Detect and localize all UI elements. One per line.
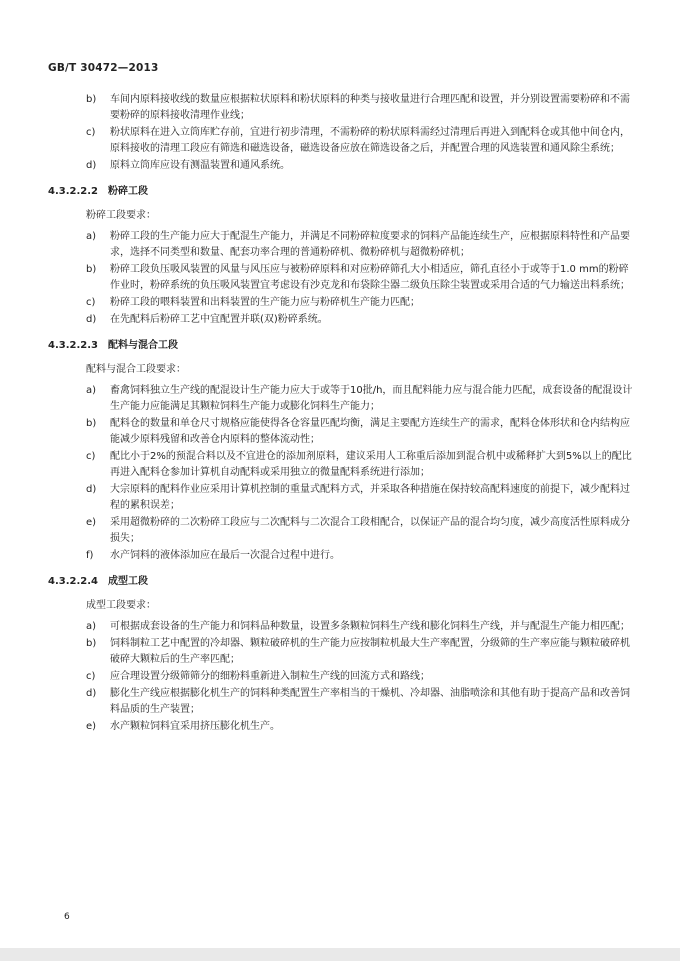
list-item — [48, 449, 638, 481]
list-item — [48, 636, 638, 668]
list-text: 可根据成套设备的生产能力和饲料品种数量，设置多条颗粒饲料生产线和膨化饲料生产线，并与配混生产能力相匹配； — [110, 621, 630, 632]
list-text: 配比小于2%的预混合料以及不宜进仓的添加剂原料，建议采用人工称重后添加到混合机中或稀释扩大到5%以上的配比再进入配料仓参加计算机自动配料或采用独立的微量配料系统进行添加； — [110, 451, 632, 478]
section-intro: 粉碎工段要求： — [86, 210, 156, 221]
list-marker: b) — [86, 638, 97, 649]
list-marker: c) — [86, 451, 96, 462]
list-marker: b) — [86, 264, 97, 275]
list-marker: b) — [86, 418, 97, 429]
list-item — [48, 482, 638, 514]
list-marker: a) — [86, 621, 97, 632]
list-marker: a) — [86, 231, 97, 242]
section-title: 配料与混合工段 — [108, 340, 178, 351]
list-item — [48, 686, 638, 718]
list-marker: c) — [86, 297, 96, 308]
section-number: 4.3.2.2.3 — [48, 340, 98, 351]
list-text: 膨化生产线应根据膨化机生产的饲料种类配置生产率相当的干燥机、冷却器、油脂喷涂和其他有助于提高产品和改善饲料品质的生产装置； — [110, 688, 630, 715]
block1-list — [48, 92, 638, 174]
list-item — [48, 229, 638, 261]
list-text: 粉碎工段的喂料装置和出料装置的生产能力应与粉碎机生产能力匹配； — [110, 297, 420, 308]
section-heading-batching-mixing — [48, 338, 638, 354]
list-marker: c) — [86, 127, 96, 138]
list-marker: d) — [86, 160, 97, 171]
list-text: 大宗原料的配料作业应采用计算机控制的重量式配料方式，并采取各种措施在保持较高配料速度的前提下，减少配料过程的累积误差； — [110, 484, 630, 511]
section-title: 粉碎工段 — [108, 186, 148, 197]
page-content — [48, 92, 638, 736]
list-text: 粉碎工段负压吸风装置的风量与风压应与被粉碎原料和对应粉碎筛孔大小相适应，筛孔直径小于或等于1.0 mm的粉碎作业时，粉碎系统的负压吸风装置宜考虑设有沙克龙和布袋除尘器二级负压除尘装置或采用合适的气力输送出料系统； — [110, 264, 630, 291]
list-marker: d) — [86, 484, 97, 495]
section-number: 4.3.2.2.2 — [48, 186, 98, 197]
list-item — [48, 669, 638, 685]
list-marker: e) — [86, 517, 97, 528]
list-item — [48, 383, 638, 415]
page-number: 6 — [64, 912, 70, 922]
section-heading-crushing — [48, 184, 638, 200]
list-marker: e) — [86, 721, 97, 732]
list-item — [48, 312, 638, 328]
list-item — [48, 92, 638, 124]
section-intro: 配料与混合工段要求： — [86, 364, 186, 375]
footer-band — [0, 948, 680, 961]
section1-list — [48, 229, 638, 328]
section-title: 成型工段 — [108, 576, 148, 587]
list-item — [48, 125, 638, 157]
list-marker: f) — [86, 550, 94, 561]
list-item — [48, 295, 638, 311]
list-text: 饲料制粒工艺中配置的冷却器、颗粒破碎机的生产能力应按制粒机最大生产率配置，分级筛的生产率应能与颗粒破碎机破碎大颗粒后的生产率匹配； — [110, 638, 630, 665]
section-heading-forming — [48, 574, 638, 590]
list-item — [48, 619, 638, 635]
list-text: 水产颗粒饲料宜采用挤压膨化机生产。 — [110, 721, 280, 732]
list-marker: d) — [86, 688, 97, 699]
list-text: 原料立筒库应设有测温装置和通风系统。 — [110, 160, 290, 171]
list-text: 粉状原料在进入立筒库贮存前，宜进行初步清理，不需粉碎的粉状原料需经过清理后再进入到配料仓或其他中间仓内，原料接收的清理工段应有筛选和磁选设备，磁选设备应放在筛选设备之后，并配置合理的风选装置和通风除尘系统； — [110, 127, 630, 154]
list-item — [48, 515, 638, 547]
section2-list — [48, 383, 638, 564]
list-text: 应合理设置分级筛筛分的细粉料重新进入制粒生产线的回流方式和路线； — [110, 671, 430, 682]
list-text: 在先配料后粉碎工艺中宜配置并联(双)粉碎系统。 — [110, 314, 328, 325]
list-marker: a) — [86, 385, 97, 396]
list-item — [48, 416, 638, 448]
list-item — [48, 262, 638, 294]
list-text: 配料仓的数量和单仓尺寸规格应能使得各仓容量匹配均衡，满足主要配方连续生产的需求，配料仓体形状和仓内结构应能减少原料残留和改善仓内原料的整体流动性； — [110, 418, 630, 445]
section-number: 4.3.2.2.4 — [48, 576, 98, 587]
list-item — [48, 548, 638, 564]
list-marker: c) — [86, 671, 96, 682]
list-item — [48, 719, 638, 735]
list-text: 水产饲料的液体添加应在最后一次混合过程中进行。 — [110, 550, 340, 561]
list-marker: b) — [86, 94, 97, 105]
list-item — [48, 158, 638, 174]
list-marker: d) — [86, 314, 97, 325]
list-text: 采用超微粉碎的二次粉碎工段应与二次配料与二次混合工段相配合，以保证产品的混合均匀度，减少高度活性原料成分损失； — [110, 517, 630, 544]
standard-code: GB/T 30472—2013 — [48, 62, 159, 74]
list-text: 粉碎工段的生产能力应大于配混生产能力，并满足不同粉碎粒度要求的饲料产品能连续生产，应根据原料特性和产品要求，选择不同类型和数量、配套功率合理的普通粉碎机、微粉碎机与超微粉碎机； — [110, 231, 630, 258]
list-text: 畜禽饲料独立生产线的配混设计生产能力应大于或等于10批/h，而且配料能力应与混合能力匹配，成套设备的配混设计生产能力应能满足其颗粒饲料生产能力或膨化饲料生产能力； — [110, 385, 633, 412]
list-text: 车间内原料接收线的数量应根据粒状原料和粉状原料的种类与接收量进行合理匹配和设置，并分别设置需要粉碎和不需要粉碎的原料接收清理作业线； — [110, 94, 630, 121]
section-intro: 成型工段要求： — [86, 600, 156, 611]
section3-list — [48, 619, 638, 735]
